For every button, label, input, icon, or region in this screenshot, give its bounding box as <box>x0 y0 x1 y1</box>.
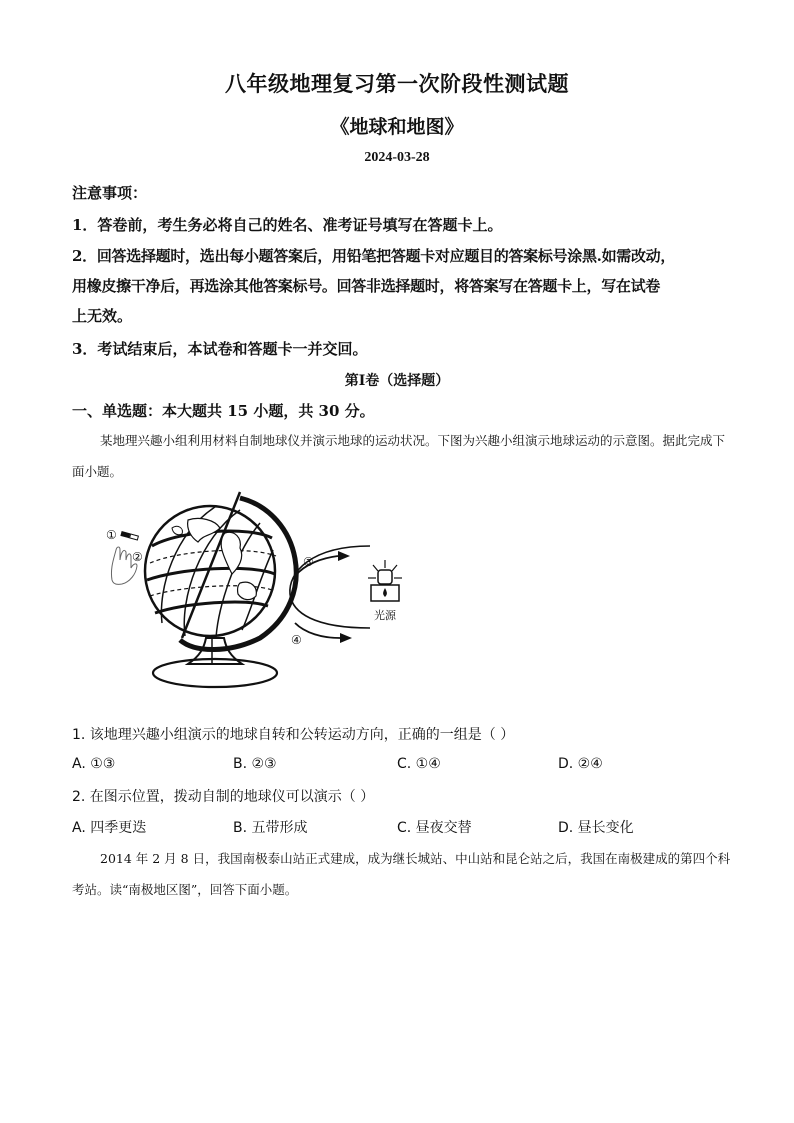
light-source-label: 光源 <box>374 609 396 622</box>
label-4: ④ <box>291 633 302 647</box>
exam-title: 八年级地理复习第一次阶段性测试题 <box>225 71 569 96</box>
exam-date: 2024-03-28 <box>364 150 430 165</box>
section-title: 第Ⅰ卷（选择题） <box>344 373 450 389</box>
exam-subtitle: 《地球和地图》 <box>330 116 464 138</box>
globe-diagram <box>100 488 430 693</box>
label-3: ③ <box>303 555 314 569</box>
label-1: ① <box>106 528 117 542</box>
question-1-option-c[interactable]: C. ①④ <box>397 756 441 772</box>
intro-paragraph-2: 2014 年 2 月 8 日，我国南极泰山站正式建成，成为继长城站、中山站和昆仑站之后，我国在南极建成的第四个科考站。读“南极地区图”，回答下面小题。 <box>72 851 731 897</box>
intro-paragraph-1: 某地理兴趣小组利用材料自制地球仪并演示地球的运动状况。下图为兴趣小组演示地球运动的示意图。据此完成下面小题。 <box>72 433 726 479</box>
question-2-option-d[interactable]: D. 昼长变化 <box>558 820 634 836</box>
section-heading: 一、单选题：本大题共 15 小题，共 30 分。 <box>72 402 375 420</box>
question-1-option-a[interactable]: A. ①③ <box>72 756 116 772</box>
question-2-option-c[interactable]: C. 昼夜交替 <box>397 820 472 836</box>
note-item-2-line-3: 上无效。 <box>72 307 133 325</box>
light-source-icon <box>368 560 402 601</box>
question-2-option-b[interactable]: B. 五带形成 <box>233 820 308 836</box>
question-2-option-a[interactable]: A. 四季更迭 <box>72 820 147 836</box>
orbit-arc <box>290 546 370 628</box>
note-item-3: 3．考试结束后，本试卷和答题卡一并交回。 <box>72 340 368 358</box>
notes-heading: 注意事项： <box>72 184 148 202</box>
note-item-2-line-1: 2．回答选择题时，选出每小题答案后，用铅笔把答题卡对应题目的答案标号涂黑.如需改动， <box>72 247 676 265</box>
question-1-text: 1. 该地理兴趣小组演示的地球自转和公转运动方向，正确的一组是（ ） <box>72 727 515 743</box>
note-item-2-line-2: 用橡皮擦干净后，再选涂其他答案标号。回答非选择题时，将答案写在答题卡上，写在试卷 <box>72 277 661 295</box>
note-item-1: 1．答卷前，考生务必将自己的姓名、准考证号填写在答题卡上。 <box>72 216 503 234</box>
question-2-text: 2. 在图示位置，拨动自制的地球仪可以演示（ ） <box>72 789 375 805</box>
label-2: ② <box>132 550 143 564</box>
question-1-option-d[interactable]: D. ②④ <box>558 756 603 772</box>
question-1-option-b[interactable]: B. ②③ <box>233 756 277 772</box>
